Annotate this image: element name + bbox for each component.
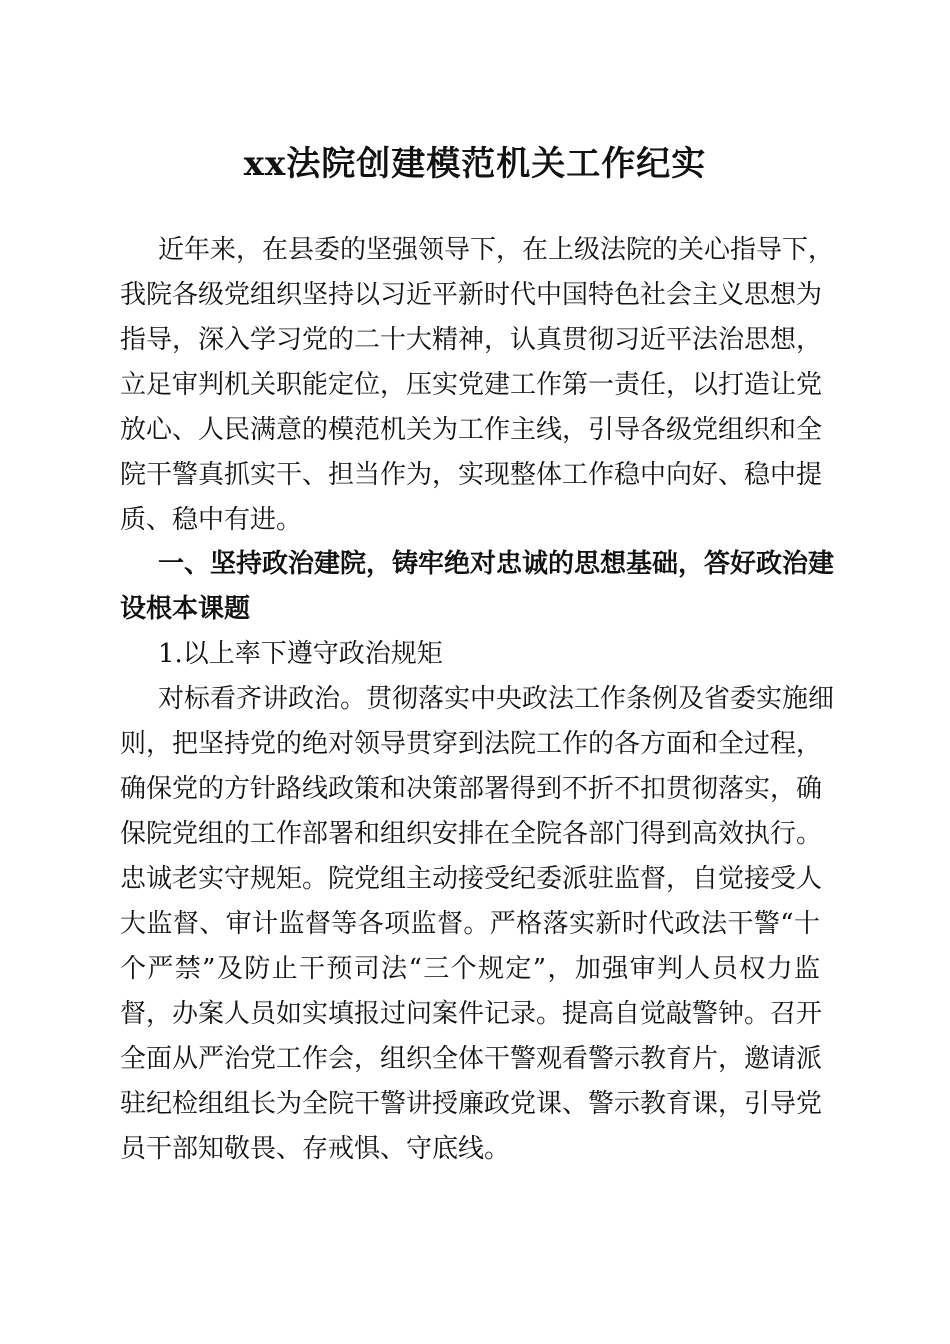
text-line: 指导，深入学习党的二十大精神，认真贯彻习近平法治思想， [120,325,823,355]
text-line: 大监督、审计监督等各项监督。严格落实新时代政法干警“十 [120,909,820,939]
text-line: 忠诚老实守规矩。院党组主动接受纪委派驻监督，自觉接受人 [120,864,823,894]
text-line: 督，办案人员如实填报过问案件记录。提高自觉敲警钟。召开 [120,999,823,1029]
text-line: 则，把坚持党的绝对领导贯穿到法院工作的各方面和全过程， [120,729,823,759]
document-title: xx法院创建模范机关工作纪实 [243,144,707,184]
heading-line: 设根本课题 [120,594,251,624]
text-line: 对标看齐讲政治。贯彻落实中央政法工作条例及省委实施细 [158,684,835,714]
text-line: 放心、人民满意的模范机关为工作主线，引导各级党组织和全 [120,415,823,445]
text-line: 立足审判机关职能定位，压实党建工作第一责任，以打造让党 [120,370,823,400]
heading-line: 一、坚持政治建院，铸牢绝对忠诚的思想基础，答好政治建 [158,549,835,579]
text-line: 个严禁”及防止干预司法“三个规定”，加强审判人员权力监 [120,954,820,984]
text-line: 保院党组的工作部署和组织安排在全院各部门得到高效执行。 [120,819,823,849]
subheading-1: 1.以上率下遵守政治规矩 [158,639,443,669]
text-line: 驻纪检组组长为全院干警讲授廉政党课、警示教育课，引导党 [120,1089,823,1119]
text-line: 近年来，在县委的坚强领导下，在上级法院的关心指导下， [158,235,835,265]
text-line: 质、稳中有进。 [120,505,303,535]
text-line: 确保党的方针路线政策和决策部署得到不折不扣贯彻落实，确 [120,774,823,804]
text-line: 院干警真抓实干、担当作为，实现整体工作稳中向好、稳中提 [120,460,823,490]
text-line: 员干部知敬畏、存戒惧、守底线。 [120,1134,511,1164]
text-line: 我院各级党组织坚持以习近平新时代中国特色社会主义思想为 [120,280,823,310]
text-line: 全面从严治党工作会，组织全体干警观看警示教育片，邀请派 [120,1044,823,1074]
